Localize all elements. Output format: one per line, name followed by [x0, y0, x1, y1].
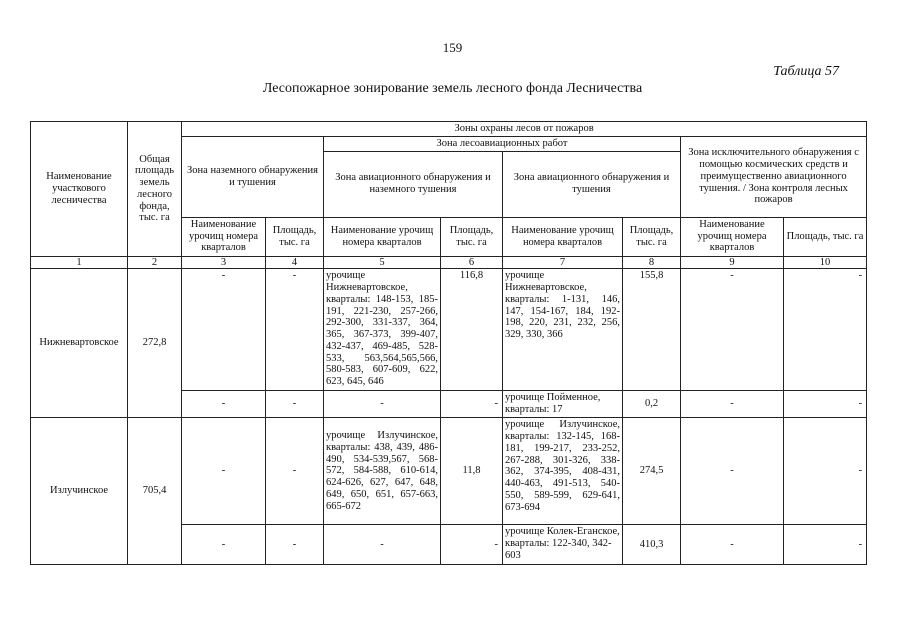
- air-area-cell: 0,2: [623, 391, 681, 418]
- column-number: 3: [182, 256, 266, 269]
- air-area-cell: 274,5: [623, 418, 681, 525]
- ground-tract-cell: -: [182, 269, 266, 391]
- exclusive-tract-cell: -: [681, 391, 784, 418]
- total-area: 272,8: [128, 269, 182, 418]
- exclusive-area-cell: -: [784, 391, 867, 418]
- forest-fire-zoning-table: [30, 121, 867, 565]
- air-ground-tract-cell: -: [324, 391, 441, 418]
- air-tract-cell: урочище Нижневартовское, кварталы: 1-131, 146, 147, 154-167, 184, 192-198, 220, 231, 232, 256, 329, 330, 366: [503, 269, 623, 391]
- air-ground-area-cell: 116,8: [441, 269, 503, 391]
- air-tract-cell: урочище Пойменное, кварталы: 17: [503, 391, 623, 418]
- air-ground-tract-cell: -: [324, 525, 441, 565]
- document-title: Лесопожарное зонирование земель лесного фонда Лесничества: [262, 81, 643, 96]
- column-number-row: [31, 256, 867, 269]
- header-tract-name: Наименование урочищ номера кварталов: [503, 217, 623, 256]
- ground-tract-cell: -: [182, 525, 266, 565]
- exclusive-area-cell: -: [784, 418, 867, 525]
- header-row: [31, 122, 867, 137]
- column-number: 8: [623, 256, 681, 269]
- header-air-zone: Зона авиационного обнаружения и тушения: [503, 151, 681, 217]
- air-tract-cell: урочище Колек-Еганское, кварталы: 122-340, 342-603: [503, 525, 623, 565]
- air-tract-cell: урочище Излучинское, кварталы: 132-145, 168-181, 199-217, 233-252, 267-288, 301-326, 338-362, 374-395, 408-431, 440-463, 491-513, 540-550, 589-599, 629-641, 673-694: [503, 418, 623, 525]
- air-ground-area-cell: -: [441, 391, 503, 418]
- header-total-area: Общая площадь земель лесного фонда, тыс. га: [128, 122, 182, 257]
- air-area-cell: 155,8: [623, 269, 681, 391]
- header-aviation-works: Зона лесоавиационных работ: [324, 136, 681, 151]
- ground-tract-cell: -: [182, 418, 266, 525]
- header-exclusive-zone: Зона исключительного обнаружения с помощью космических средств и преимущественно авиационного тушения. / Зона контроля лесных пожаров: [681, 136, 867, 217]
- header-tract-name: Наименование урочищ номера кварталов: [324, 217, 441, 256]
- air-ground-area-cell: -: [441, 525, 503, 565]
- column-number: 2: [128, 256, 182, 269]
- air-ground-tract-cell: урочище Излучинское, кварталы: 438, 439, 486-490, 534-539,567, 568-572, 584-588, 610-614, 624-626, 627, 647, 648, 649, 650, 651, 657-663, 665-672: [324, 418, 441, 525]
- column-number: 6: [441, 256, 503, 269]
- exclusive-tract-cell: -: [681, 525, 784, 565]
- forestry-name: Нижневартовское: [31, 269, 128, 418]
- total-area: 705,4: [128, 418, 182, 565]
- header-fire-zones: Зоны охраны лесов от пожаров: [182, 122, 867, 137]
- column-number: 4: [266, 256, 324, 269]
- exclusive-area-cell: -: [784, 525, 867, 565]
- air-area-cell: 410,3: [623, 525, 681, 565]
- table-label: Таблица 57: [773, 64, 839, 79]
- page-number: 159: [442, 40, 463, 55]
- ground-area-cell: -: [266, 418, 324, 525]
- header-ground-zone: Зона наземного обнаружения и тушения: [182, 136, 324, 217]
- column-number: 10: [784, 256, 867, 269]
- column-number: 9: [681, 256, 784, 269]
- header-forestry-name: Наименование участкового лесничества: [31, 122, 128, 257]
- column-number: 5: [324, 256, 441, 269]
- exclusive-tract-cell: -: [681, 418, 784, 525]
- header-tract-name: Наименование урочищ номера кварталов: [681, 217, 784, 256]
- table-row: [31, 269, 867, 391]
- header-tract-name: Наименование урочищ номера кварталов: [182, 217, 266, 256]
- column-number: 7: [503, 256, 623, 269]
- table-row: [31, 418, 867, 525]
- header-area-ha: Площадь, тыс. га: [623, 217, 681, 256]
- air-ground-tract-cell: урочище Нижневартовское, кварталы: 148-153, 185-191, 221-230, 257-266, 292-300, 331-337, 364, 365, 367-373, 399-407, 432-437, 469-485, 528-533, 563,564,565,566, 580-583, 607-609, 622, 623, 645, 646: [324, 269, 441, 391]
- forestry-name: Излучинское: [31, 418, 128, 565]
- ground-tract-cell: -: [182, 391, 266, 418]
- exclusive-tract-cell: -: [681, 269, 784, 391]
- ground-area-cell: -: [266, 269, 324, 391]
- column-number: 1: [31, 256, 128, 269]
- ground-area-cell: -: [266, 525, 324, 565]
- air-ground-area-cell: 11,8: [441, 418, 503, 525]
- ground-area-cell: -: [266, 391, 324, 418]
- exclusive-area-cell: -: [784, 269, 867, 391]
- header-area-ha: Площадь, тыс. га: [441, 217, 503, 256]
- header-area-ha: Площадь, тыс. га: [784, 217, 867, 256]
- header-area-ha: Площадь, тыс. га: [266, 217, 324, 256]
- header-air-ground-zone: Зона авиационного обнаружения и наземного тушения: [324, 151, 503, 217]
